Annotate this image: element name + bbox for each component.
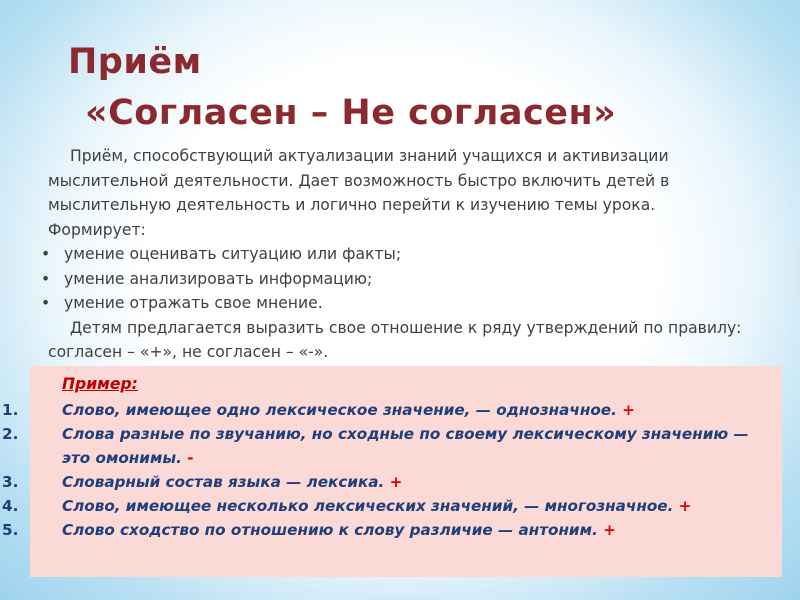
example-item-text: Слово, имеющее несколько лексических значений, — многозначное. — [62, 497, 679, 515]
example-item-mark: + — [678, 497, 692, 515]
example-item-text: Слово, имеющее одно лексическое значение, — однозначное. — [62, 401, 623, 419]
example-item — [2, 470, 782, 494]
example-item-number: 3. — [2, 473, 19, 491]
skills-list-item: • умение анализировать информацию; — [48, 267, 758, 292]
example-box — [2, 366, 782, 577]
example-item — [2, 494, 782, 518]
example-item-number: 1. — [2, 401, 19, 419]
example-item-number: 4. — [2, 497, 19, 515]
forms-label: Формирует: — [48, 220, 146, 239]
title-line-1: Приём — [68, 42, 202, 82]
intro-text — [48, 144, 758, 365]
example-item-text: Словарный состав языка — лексика. — [62, 473, 390, 491]
example-item-number: 5. — [2, 521, 19, 539]
slide-title — [0, 0, 800, 140]
example-item — [2, 398, 782, 422]
example-list — [2, 398, 782, 542]
example-item-mark: - — [187, 449, 194, 467]
example-header: Пример: — [62, 375, 138, 393]
skills-list-item: • умение отражать свое мнение. — [48, 291, 758, 316]
example-item-mark: + — [389, 473, 403, 491]
skills-list-item: • умение оценивать ситуацию или факты; — [48, 242, 758, 267]
example-item — [2, 422, 782, 470]
example-item-mark: + — [603, 521, 616, 539]
example-item-mark: + — [622, 401, 635, 419]
title-line-2: «Согласен – Не согласен» — [85, 93, 617, 133]
intro-paragraph-1: Приём, способствующий актуализации знаний учащихся и активизации мыслительной деятельности. Дает возможность быстро включить детей в мыслительную деятельность и логично перейти к изучению темы урока. — [48, 147, 670, 214]
example-item-number: 2. — [2, 425, 19, 443]
example-item — [2, 518, 782, 542]
example-item-text: Слово сходство по отношению к слову различие — антоним. — [62, 521, 604, 539]
skills-list — [48, 242, 758, 316]
example-item-text: Слова разные по звучанию, но сходные по своему лексическому значению — это омонимы. — [62, 425, 749, 467]
intro-paragraph-2: Детям предлагается выразить свое отношение к ряду утверждений по правилу: согласен – «+», не согласен – «-». — [48, 318, 742, 361]
